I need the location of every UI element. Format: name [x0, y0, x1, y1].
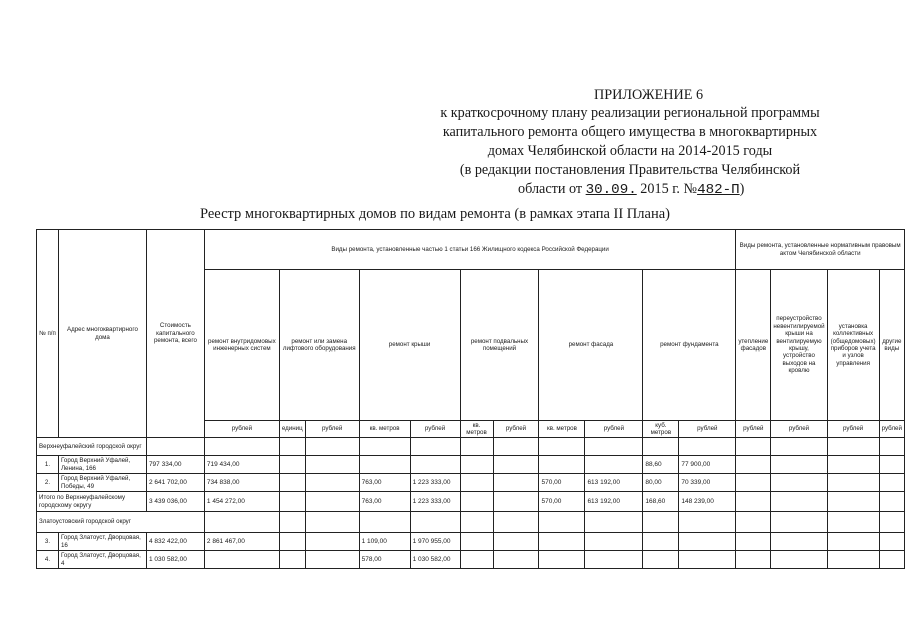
section-verkhny-ufaley: Верхнеуфалейский городской округ — [37, 438, 147, 456]
unit-units: единиц — [279, 421, 305, 438]
col-pitched-roof: переустройство невентилируемой крыши на вентилируемую крышу, устройство выходов на кровлю — [771, 270, 827, 421]
col-engineering: ремонт внутридомовых инженерных систем — [204, 270, 279, 421]
header-line-4: (в редакции постановления Правительства Челябинской — [459, 162, 801, 178]
row-roof-area: 578,00 — [359, 551, 410, 569]
row-facade-area: 570,00 — [539, 474, 585, 492]
total-label: Итого по Верхнеуфалейскому городскому округу — [37, 492, 147, 512]
register-title: Реестр многоквартирных домов по видам ремонта (в рамках этапа II Плана) — [200, 206, 670, 222]
total-facade-area: 570,00 — [539, 492, 585, 512]
register-table — [36, 229, 905, 569]
unit-rub: рублей — [493, 421, 539, 438]
unit-rub: рублей — [204, 421, 279, 438]
col-other: другие виды — [879, 270, 904, 421]
header-line-1: к краткосрочному плану реализации региональной программы — [440, 105, 820, 121]
appendix-title: ПРИЛОЖЕНИЕ 6 — [594, 87, 704, 103]
group-main: Виды ремонта, установленные частью 1 статьи 166 Жилищного кодекса Российской Федерации — [204, 230, 735, 270]
row-address: Город Верхний Уфалей, Победы, 49 — [58, 474, 146, 492]
unit-rub: рублей — [585, 421, 643, 438]
header-line-2: капитального ремонта общего имущества в многоквартирных — [442, 124, 818, 140]
section-row — [37, 438, 905, 456]
unit-rub: рублей — [305, 421, 359, 438]
row-address: Город Верхний Уфалей, Ленина, 166 — [58, 456, 146, 474]
table-row — [37, 456, 905, 474]
total-roof-rub: 1 223 333,00 — [410, 492, 460, 512]
total-row — [37, 492, 905, 512]
row-engineering: 734 838,00 — [204, 474, 279, 492]
col-foundation: ремонт фундамента — [643, 270, 736, 421]
row-foundation-rub: 70 339,00 — [679, 474, 736, 492]
row-num: 2. — [37, 474, 59, 492]
unit-rub: рублей — [679, 421, 736, 438]
table-row — [37, 551, 905, 569]
row-roof-rub: 1 030 582,00 — [410, 551, 460, 569]
row-facade-rub: 613 192,00 — [585, 474, 643, 492]
unit-rub: рублей — [827, 421, 879, 438]
decree-date: 30.09. — [585, 182, 637, 198]
col-cost: Стоимость капитального ремонта, всего — [146, 230, 204, 438]
row-roof-area: 763,00 — [359, 474, 410, 492]
section-zlatoust: Златоустовский городской округ — [37, 512, 205, 533]
col-facade: ремонт фасада — [539, 270, 643, 421]
unit-rub: рублей — [879, 421, 904, 438]
col-basement: ремонт подвальных помещений — [460, 270, 539, 421]
header-date-line — [518, 180, 744, 200]
header-row-1 — [37, 230, 905, 270]
col-elevator: ремонт или замена лифтового оборудования — [279, 270, 359, 421]
total-facade-rub: 613 192,00 — [585, 492, 643, 512]
row-address: Город Златоуст, Дворцовая, 16 — [58, 533, 146, 551]
unit-cbm: куб. метров — [643, 421, 679, 438]
section-row — [37, 512, 905, 533]
row-foundation-volume: 88,60 — [643, 456, 679, 474]
header-line-3: домах Челябинской области на 2014-2015 годы — [487, 143, 773, 159]
row-roof-area: 1 109,00 — [359, 533, 410, 551]
col-address: Адрес многоквартирного дома — [58, 230, 146, 438]
col-meters: установка коллективных (общедомовых) приборов учета и узлов управления — [827, 270, 879, 421]
unit-rub: рублей — [736, 421, 771, 438]
unit-rub: рублей — [771, 421, 827, 438]
total-cost: 3 439 036,00 — [146, 492, 204, 512]
decree-number: 482-П — [697, 182, 740, 198]
col-roof: ремонт крыши — [359, 270, 460, 421]
unit-sqm: кв. метров — [539, 421, 585, 438]
row-num: 1. — [37, 456, 59, 474]
row-num: 4. — [37, 551, 59, 569]
date-prefix: области от — [518, 181, 583, 197]
table-row — [37, 533, 905, 551]
total-foundation-rub: 148 239,00 — [679, 492, 736, 512]
row-roof-rub: 1 970 955,00 — [410, 533, 460, 551]
unit-rub: рублей — [410, 421, 460, 438]
row-roof-rub: 1 223 333,00 — [410, 474, 460, 492]
row-foundation-rub: 77 900,00 — [679, 456, 736, 474]
row-num: 3. — [37, 533, 59, 551]
row-foundation-volume: 80,00 — [643, 474, 679, 492]
col-num: № п/п — [37, 230, 59, 438]
total-roof-area: 763,00 — [359, 492, 410, 512]
col-insulation: утепление фасадов — [736, 270, 771, 421]
row-cost: 2 641 702,00 — [146, 474, 204, 492]
row-cost: 4 832 422,00 — [146, 533, 204, 551]
unit-sqm: кв. метров — [460, 421, 493, 438]
total-engineering: 1 454 272,00 — [204, 492, 279, 512]
unit-sqm: кв. метров — [359, 421, 410, 438]
row-engineering: 2 861 467,00 — [204, 533, 279, 551]
row-engineering: 719 434,00 — [204, 456, 279, 474]
group-other: Виды ремонта, установленные нормативным правовым актом Челябинской области — [736, 230, 905, 270]
total-foundation-volume: 168,60 — [643, 492, 679, 512]
row-cost: 1 030 582,00 — [146, 551, 204, 569]
row-engineering — [204, 551, 279, 569]
row-cost: 797 334,00 — [146, 456, 204, 474]
closing-paren: ) — [739, 181, 745, 197]
table-row — [37, 474, 905, 492]
decree-year: 2015 г. № — [640, 181, 698, 197]
row-address: Город Златоуст, Дворцовая, 4 — [58, 551, 146, 569]
